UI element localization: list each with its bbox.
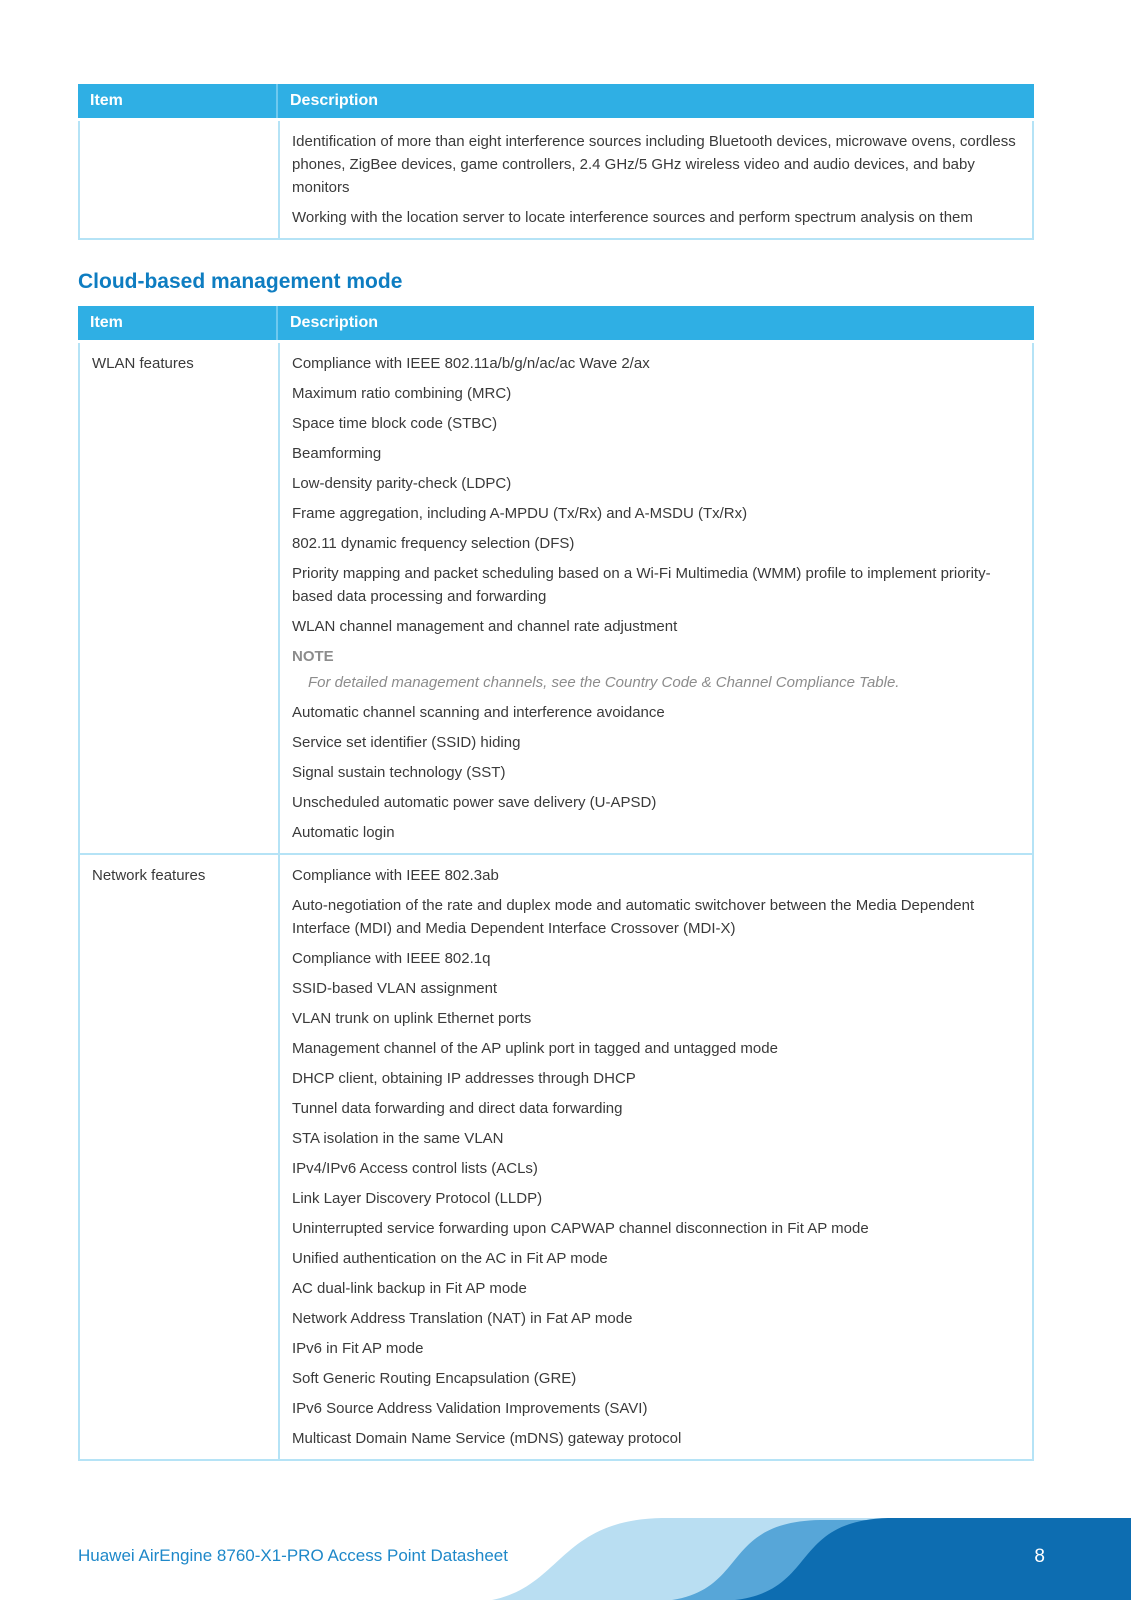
note-text: For detailed management channels, see the Country Code & Channel Compliance Table. bbox=[308, 674, 900, 691]
feature-paragraph: Working with the location server to locate interference sources and perform spectrum analysis on them bbox=[292, 209, 973, 226]
feature-paragraph: Signal sustain technology (SST) bbox=[292, 764, 506, 781]
page-number: 8 bbox=[1034, 1546, 1045, 1567]
footer-wave-graphic bbox=[0, 1480, 1131, 1600]
feature-paragraph: AC dual-link backup in Fit AP mode bbox=[292, 1280, 527, 1297]
feature-paragraph: Unified authentication on the AC in Fit AP mode bbox=[292, 1250, 608, 1267]
column-header-item: Item bbox=[90, 92, 123, 109]
feature-paragraph: IPv4/IPv6 Access control lists (ACLs) bbox=[292, 1160, 538, 1177]
table-row bbox=[80, 853, 1032, 1459]
feature-paragraph: IPv6 in Fit AP mode bbox=[292, 1340, 424, 1357]
feature-paragraph: SSID-based VLAN assignment bbox=[292, 980, 498, 997]
feature-paragraph: DHCP client, obtaining IP addresses through DHCP bbox=[292, 1070, 636, 1087]
item-cell: WLAN features bbox=[92, 355, 194, 372]
page-content bbox=[78, 84, 1034, 1461]
feature-paragraph: Management channel of the AP uplink port in tagged and untagged mode bbox=[292, 1040, 778, 1057]
feature-paragraph: Identification of more than eight interference sources including Bluetooth devices, microwave ovens, cordless phones, ZigBee devices, game controllers, 2.4 GHz/5 GHz wireless video and audio devices, and baby monitors bbox=[292, 133, 1016, 196]
table-header-row bbox=[78, 84, 1034, 121]
feature-paragraph: Soft Generic Routing Encapsulation (GRE) bbox=[292, 1370, 577, 1387]
feature-paragraph: Maximum ratio combining (MRC) bbox=[292, 385, 512, 402]
feature-paragraph: Link Layer Discovery Protocol (LLDP) bbox=[292, 1190, 543, 1207]
feature-paragraph: IPv6 Source Address Validation Improvements (SAVI) bbox=[292, 1400, 648, 1417]
table-row bbox=[80, 121, 1032, 238]
feature-paragraph: Network Address Translation (NAT) in Fat AP mode bbox=[292, 1310, 633, 1327]
cloud-management-mode-table bbox=[78, 306, 1034, 1461]
table-row bbox=[80, 343, 1032, 853]
feature-paragraph: Frame aggregation, including A-MPDU (Tx/Rx) and A-MSDU (Tx/Rx) bbox=[292, 505, 748, 522]
item-cell bbox=[80, 121, 278, 238]
feature-paragraph: Uninterrupted service forwarding upon CAPWAP channel disconnection in Fit AP mode bbox=[292, 1220, 869, 1237]
feature-paragraph: Tunnel data forwarding and direct data forwarding bbox=[292, 1100, 623, 1117]
item-cell: Network features bbox=[92, 867, 206, 884]
feature-paragraph: Unscheduled automatic power save delivery (U-APSD) bbox=[292, 794, 657, 811]
feature-paragraph: Compliance with IEEE 802.1q bbox=[292, 950, 491, 967]
section-heading: Cloud-based management mode bbox=[78, 270, 403, 293]
feature-paragraph: Multicast Domain Name Service (mDNS) gateway protocol bbox=[292, 1430, 682, 1447]
feature-paragraph: Space time block code (STBC) bbox=[292, 415, 498, 432]
feature-paragraph: Priority mapping and packet scheduling based on a Wi-Fi Multimedia (WMM) profile to implement priority-based data processing and forwarding bbox=[292, 565, 991, 605]
description-cell bbox=[278, 121, 1032, 238]
interference-features-table bbox=[78, 84, 1034, 240]
table-header-row bbox=[78, 306, 1034, 343]
feature-paragraph: STA isolation in the same VLAN bbox=[292, 1130, 504, 1147]
feature-paragraph: Compliance with IEEE 802.3ab bbox=[292, 867, 499, 884]
feature-paragraph: Automatic login bbox=[292, 824, 395, 841]
feature-paragraph: Compliance with IEEE 802.11a/b/g/n/ac/ac Wave 2/ax bbox=[292, 355, 650, 372]
footer-document-title: Huawei AirEngine 8760-X1-PRO Access Point Datasheet bbox=[78, 1546, 508, 1565]
feature-paragraph: WLAN channel management and channel rate adjustment bbox=[292, 618, 678, 635]
feature-paragraph: Low-density parity-check (LDPC) bbox=[292, 475, 512, 492]
feature-paragraph: Automatic channel scanning and interference avoidance bbox=[292, 704, 665, 721]
feature-paragraph: VLAN trunk on uplink Ethernet ports bbox=[292, 1010, 532, 1027]
note-label: NOTE bbox=[292, 648, 334, 665]
column-header-description: Description bbox=[276, 84, 1034, 118]
column-header-description: Description bbox=[276, 306, 1034, 340]
description-cell bbox=[278, 343, 1032, 853]
feature-paragraph: Auto-negotiation of the rate and duplex mode and automatic switchover between the Media Dependent Interface (MDI) and Media Dependent Interface Crossover (MDI-X) bbox=[292, 897, 975, 937]
description-cell bbox=[278, 855, 1032, 1459]
feature-paragraph: Service set identifier (SSID) hiding bbox=[292, 734, 521, 751]
feature-paragraph: Beamforming bbox=[292, 445, 382, 462]
feature-paragraph: 802.11 dynamic frequency selection (DFS) bbox=[292, 535, 575, 552]
column-header-item: Item bbox=[90, 314, 123, 331]
